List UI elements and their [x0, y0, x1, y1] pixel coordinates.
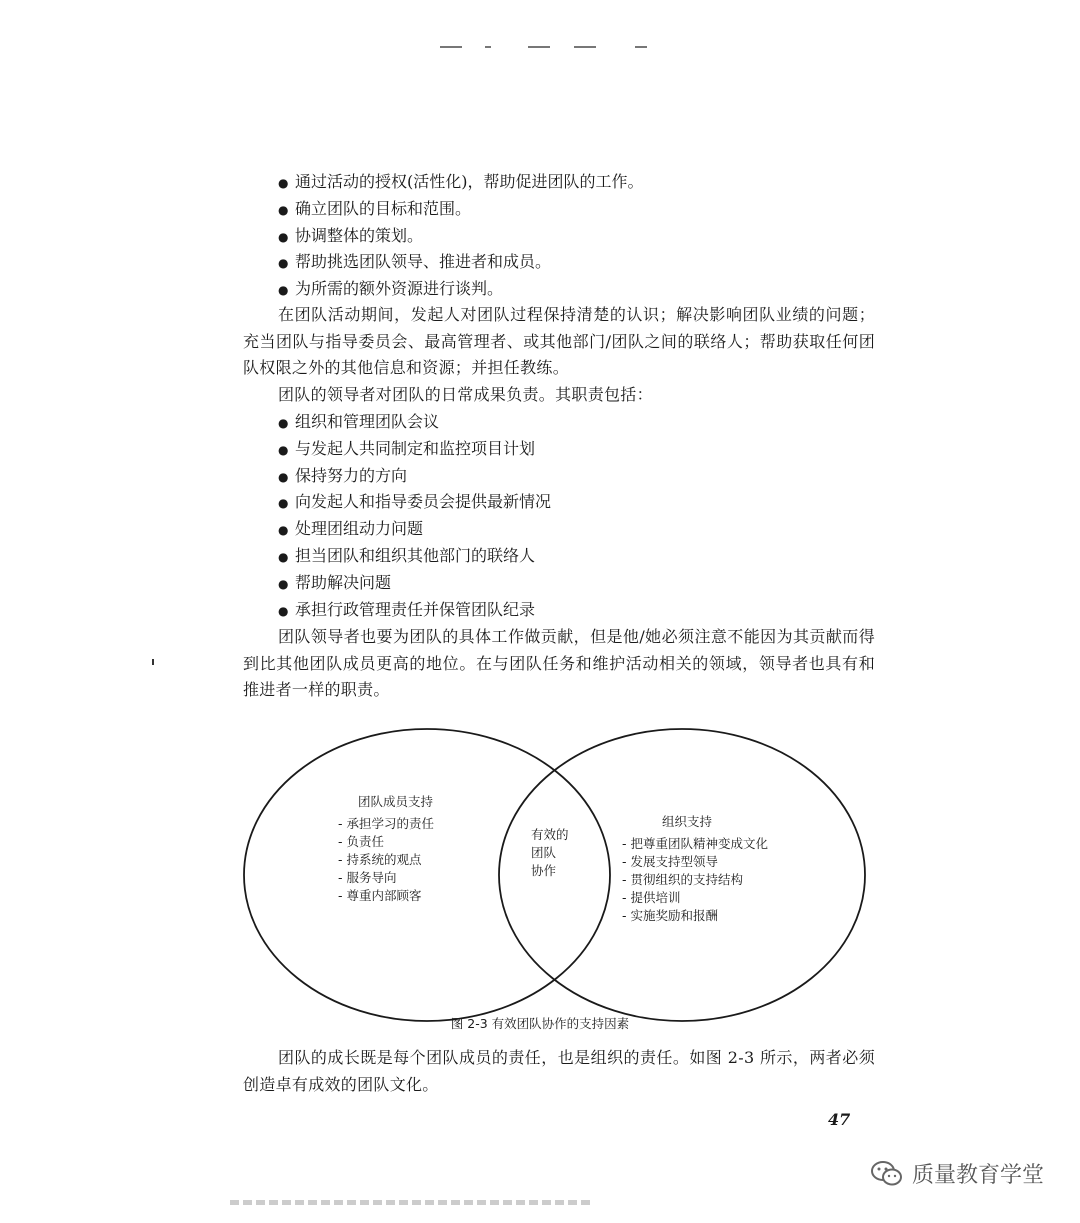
header-rule — [440, 46, 462, 48]
org-support-region — [622, 813, 768, 925]
list-item: ● 保持努力的方向 — [278, 465, 408, 485]
list-item: ● 承担行政管理责任并保管团队纪录 — [278, 599, 536, 619]
member-support-item: - 服务导向 — [338, 870, 397, 885]
center-label: 有效的 — [531, 827, 569, 842]
member-support-item: - 负责任 — [338, 834, 384, 849]
org-support-item: - 把尊重团队精神变成文化 — [622, 836, 768, 851]
wechat-icon — [870, 1159, 904, 1189]
org-support-title: 组织支持 — [662, 814, 713, 829]
list-item: ● 通过活动的授权(活性化)，帮助促进团队的工作。 — [278, 172, 644, 191]
list-item: ● 与发起人共同制定和监控项目计划 — [278, 438, 536, 458]
member-support-item: - 尊重内部顾客 — [338, 888, 422, 903]
org-support-item: - 实施奖励和报酬 — [622, 908, 718, 923]
closing-paragraph: 团队的成长既是每个团队成员的责任，也是组织的责任。如图 2-3 所示，两者必须创造卓有成效的团队文化。 — [243, 1048, 875, 1094]
scan-speck — [152, 659, 154, 665]
org-support-item: - 贯彻组织的支持结构 — [622, 872, 743, 887]
center-region — [531, 826, 569, 880]
leader-intro-paragraph: 团队的领导者对团队的日常成果负责。其职责包括： — [278, 385, 653, 404]
center-label: 协作 — [531, 863, 557, 878]
watermark-text: 质量教育学堂 — [911, 1163, 1044, 1188]
watermark — [870, 1158, 1044, 1189]
footer-scan-noise — [230, 1200, 590, 1205]
page-number: 47 — [828, 1110, 851, 1129]
center-label: 团队 — [531, 845, 557, 860]
member-support-title: 团队成员支持 — [358, 794, 434, 809]
leader-role-paragraph: 团队领导者也要为团队的具体工作做贡献，但是他/她必须注意不能因为其贡献而得到比其他团队成员更高的地位。在与团队任务和维护活动相关的领域，领导者也具有和推进者一样的职责。 — [243, 627, 875, 699]
header-rule — [528, 46, 550, 48]
list-item: ● 协调整体的策划。 — [278, 225, 424, 245]
list-item: ● 确立团队的目标和范围。 — [278, 198, 472, 218]
list-item: ● 处理团组动力问题 — [278, 519, 424, 539]
figure-caption: 图 2-3 有效团队协作的支持因素 — [450, 1016, 630, 1031]
list-item: ● 为所需的额外资源进行谈判。 — [278, 279, 504, 299]
list-item: ● 组织和管理团队会议 — [278, 412, 440, 431]
leader-duties-list — [243, 409, 875, 623]
list-item: ● 向发起人和指导委员会提供最新情况 — [278, 492, 552, 512]
org-support-item: - 发展支持型领导 — [622, 854, 718, 869]
org-support-item: - 提供培训 — [622, 890, 681, 905]
member-support-item: - 持系统的观点 — [338, 852, 422, 867]
member-support-item: - 承担学习的责任 — [338, 816, 434, 831]
venn-diagram — [242, 725, 872, 1025]
sponsor-paragraph: 在团队活动期间，发起人对团队过程保持清楚的认识；解决影响团队业绩的问题；充当团队与指导委员会、最高管理者、或其他部门/团队之间的联络人；帮助获取任何团队权限之外的其他信息和资源；并担任教练。 — [243, 305, 875, 377]
list-item: ● 帮助挑选团队领导、推进者和成员。 — [278, 252, 552, 272]
sponsor-duties-list — [243, 169, 875, 303]
list-item: ● 帮助解决问题 — [278, 572, 392, 592]
header-rule — [485, 46, 491, 48]
list-item: ● 担当团队和组织其他部门的联络人 — [278, 545, 536, 565]
header-rule — [574, 46, 596, 48]
header-rule — [635, 46, 647, 48]
member-support-region — [338, 793, 434, 905]
